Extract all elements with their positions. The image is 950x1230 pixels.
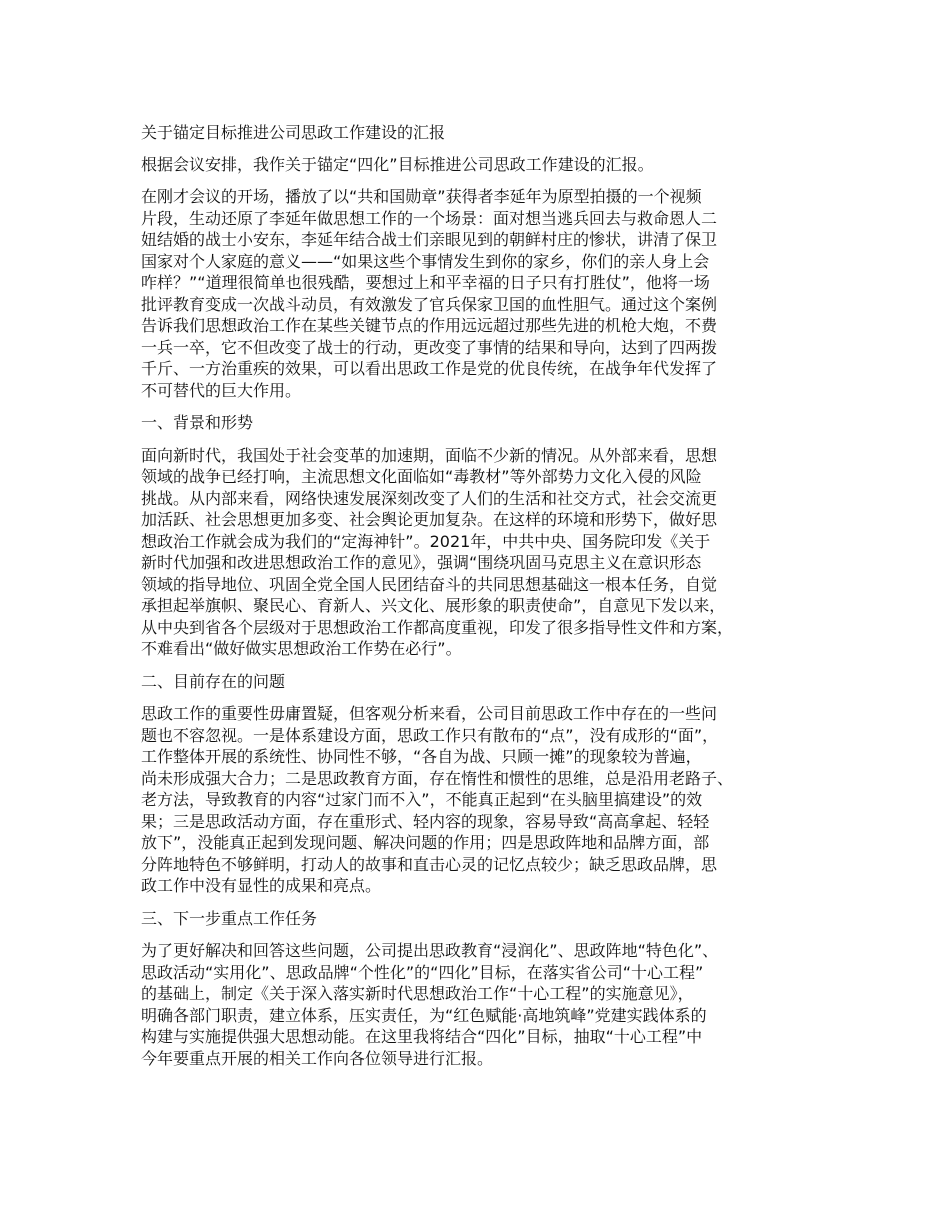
text-line: 为了更好解决和回答这些问题，公司提出思政教育“浸润化”、思政阵地“特色化”、 [141,941,719,960]
text-line: 尚未形成强大合力；二是思政教育方面，存在惰性和惯性的思维，总是沿用老路子、 [141,768,734,788]
text-line: 不难看出“做好做实思想政治工作势在必行”。 [141,639,462,658]
paragraph-next-tasks [141,940,841,1069]
text-line: 领域的指导地位、巩固全党全国人民团结奋斗的共同思想基础这一根本任务，自觉 [141,574,718,594]
intro-paragraph [141,154,841,176]
text-line: 构建与实施提供强大思想动能。在这里我将结合“四化”目标，抽取“十心工程”中 [141,1027,703,1046]
text-line: 片段，生动还原了李延年做思想工作的一个场景：面对想当逃兵回去与救命恩人二 [141,208,718,228]
text-line: 的基础上，制定《关于深入落实新时代思想政治工作“十心工程”的实施意见》， [141,984,694,1003]
text-line: 题也不容忽视。一是体系建设方面，思政工作只有散布的“点”，没有成形的“面”， [141,725,719,745]
text-line: 想政治工作就会成为我们的“定海神针”。2021年，中共中央、国务院印发《关于 [141,531,711,551]
text-line: 告诉我们思想政治工作在某些关键节点的作用远远超过那些先进的机枪大炮，不费 [141,316,718,335]
text-line: 政工作中没有显性的成果和亮点。 [141,876,382,895]
text-line: 一兵一卒，它不但改变了战士的行动，更改变了事情的结果和导向，达到了四两拨 [141,337,718,357]
text-line: 放下”，没能真正起到发现问题、解决问题的作用；四是思政阵地和品牌方面，部 [141,833,710,852]
text-line: 思政活动“实用化”、思政品牌“个性化”的“四化”目标，在落实省公司“十心工程” [141,962,704,982]
text-line: 思政工作的重要性毋庸置疑，但客观分析来看，公司目前思政工作中存在的一些问 [141,704,718,723]
section-heading-next-tasks: 三、下一步重点工作任务 [141,908,318,928]
text-line: 在刚才会议的开场，播放了以“共和国勋章”获得者李延年为原型拍摄的一个视频 [141,187,702,206]
text-line: 挑战。从内部来看，网络快速发展深刻改变了人们的生活和社交方式，社会交流更 [141,488,718,508]
text-line: 今年要重点开展的相关工作向各位领导进行汇报。 [141,1048,494,1068]
text-line: 不可替代的巨大作用。 [141,380,302,400]
text-line: 领域的战争已经打响，主流思想文化面临如“毒教材”等外部势力文化入侵的风险 [141,467,702,486]
section-heading-problems: 二、目前存在的问题 [141,671,286,691]
paragraph-background [141,445,841,660]
text-line: 根据会议安排，我作关于锚定“四化”目标推进公司思政工作建设的汇报。 [141,154,654,174]
text-line: 妞结婚的战士小安东，李延年结合战士们亲眼见到的朝鲜村庄的惨状，讲清了保卫 [141,230,718,249]
document-title: 关于锚定目标推进公司思政工作建设的汇报 [141,123,446,142]
text-line: 咋样？”“道理很简单也很残酷，要想过上和平幸福的日子只有打胜仗”，他将一场 [141,273,710,292]
document-page [141,122,841,1080]
paragraph-opening-case [141,186,841,401]
paragraph-problems [141,703,841,897]
text-line: 国家对个人家庭的意义——“如果这些个事情发生到你的家乡，你们的亲人身上会 [141,251,710,271]
text-line: 果；三是思政活动方面，存在重形式、轻内容的现象，容易导致“高高拿起、轻轻 [141,811,710,831]
text-line: 新时代加强和改进思想政治工作的意见》，强调“围绕巩固马克思主义在意识形态 [141,553,702,572]
text-line: 从中央到省各个层级对于思想政治工作都高度重视，印发了很多指导性文件和方案， [141,617,734,637]
text-line: 明确各部门职责，建立体系，压实责任，为“红色赋能·高地筑峰”党建实践体系的 [141,1005,707,1025]
section-heading-background: 一、背景和形势 [141,413,254,432]
text-line: 承担起举旗帜、聚民心、育新人、兴文化、展形象的职责使命”，自意见下发以来， [141,596,726,615]
text-line: 加活跃、社会思想更加多变、社会舆论更加复杂。在这样的环境和形势下，做好思 [141,510,718,529]
text-line: 批评教育变成一次战斗动员，有效激发了官兵保家卫国的血性胆气。通过这个案例 [141,294,718,314]
text-line: 千斤、一方治重疾的效果，可以看出思政工作是党的优良传统，在战争年代发挥了 [141,359,718,378]
text-line: 面向新时代，我国处于社会变革的加速期，面临不少新的情况。从外部来看，思想 [141,445,718,465]
text-line: 老方法，导致教育的内容“过家门而不入”，不能真正起到“在头脑里搞建设”的效 [141,790,703,809]
text-line: 分阵地特色不够鲜明，打动人的故事和直击心灵的记忆点较少；缺乏思政品牌，思 [141,854,718,874]
text-line: 工作整体开展的系统性、协同性不够，“各自为战、只顾一摊”的现象较为普遍， [141,747,702,766]
